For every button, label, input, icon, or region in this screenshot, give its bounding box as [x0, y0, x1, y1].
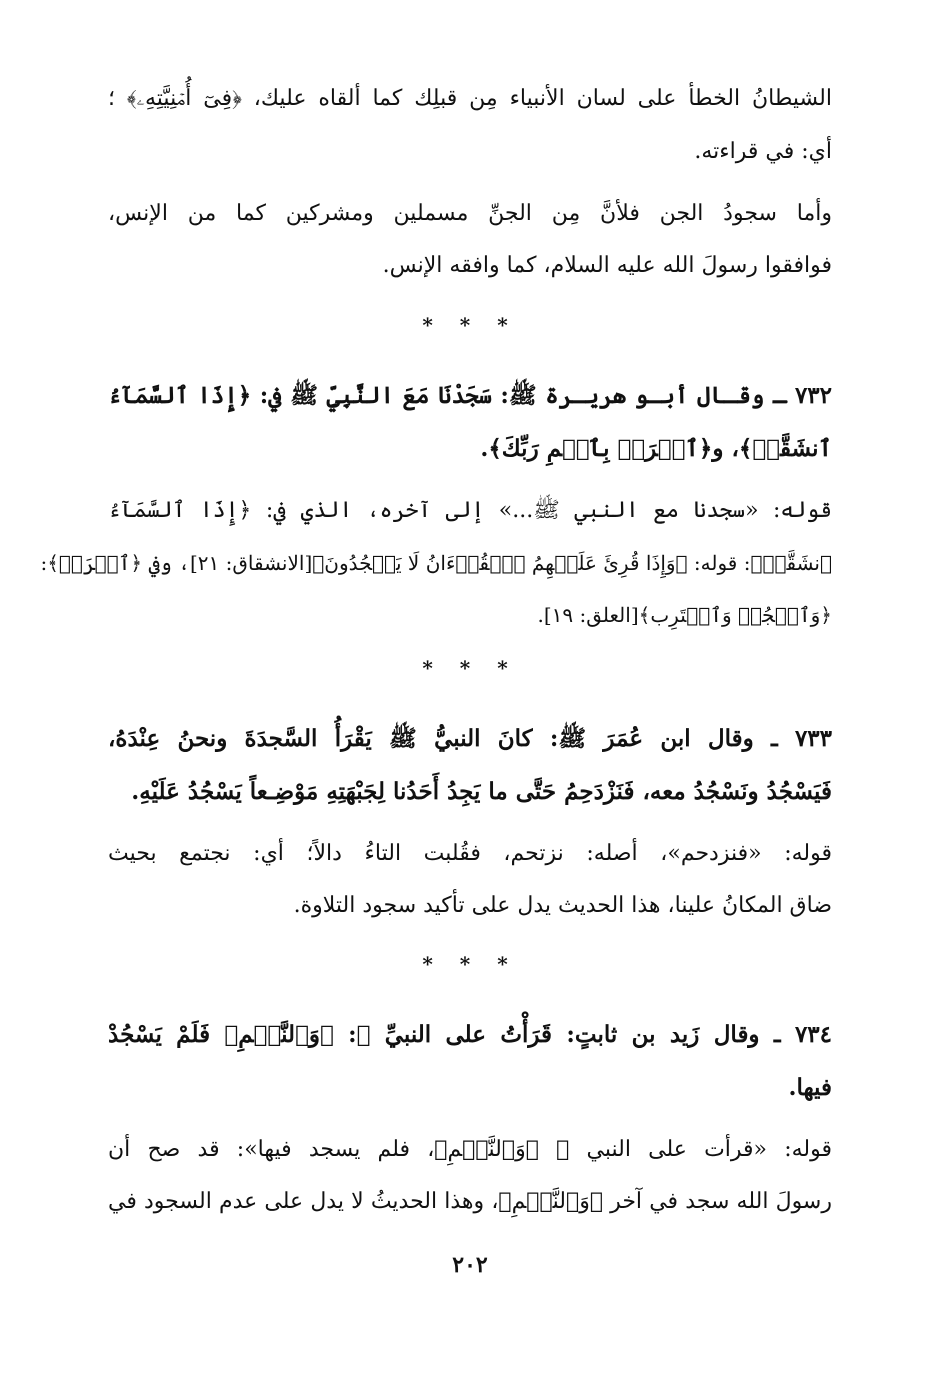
hadith-732-line: ٧٣٢ ـ وقـال أبـو هريـرة ﷺ: سَجَدْنَا مَعَ النَّبِيِّ ﷺ في: ﴿إِذَا ٱلسَّمَآءُ — [108, 382, 832, 409]
commentary-line: ﴿وَٱسۡجُدۡ وَٱقۡتَرِب﴾[العلق: ١٩]. — [537, 603, 832, 627]
commentary-line: قوله: «قرأت على النبي ﷺ ﴿وَٱلنَّجۡمِ﴾، فلم يسجد فيها»: قد صح أن — [108, 1137, 832, 1162]
section-separator: * * * — [422, 656, 518, 680]
hadith-733-line: فَيَسْجُدُ ونَسْجُدُ معه، فَنَزْدَحِمُ حَتَّى ما يَجِدُ أَحَدُنا لِجَبْهَتِهِ مَوْضِـعاً يَسْجُدُ عَلَيْهِ. — [131, 778, 832, 805]
page-number: ٢٠٢ — [452, 1252, 488, 1278]
text-line: أي: في قراءته. — [694, 139, 832, 164]
commentary-line: ضاق المكانُ علينا، هذا الحديث يدل على تأكيد سجود التلاوة. — [293, 893, 832, 918]
commentary-line: قوله: «سجدنا مع النبي ﷺ...» إلى آخره، الذي في: ﴿إِذَا ٱلسَّمَآءُ — [108, 498, 832, 523]
hadith-733-line: ٧٣٣ ـ وقال ابن عُمَرَ ﷺ: كانَ النبيُّ ﷺ يَقْرَأُ السَّجدَةَ ونحنُ عِنْدَهُ، — [108, 725, 832, 752]
text-line: فوافقوا رسولَ الله عليه السلام، كما وافقه الإنس. — [382, 253, 832, 278]
text-line: وأما سجودُ الجن فلأنَّ مِن الجنِّ مسملين ومشركين كما من الإنس، — [108, 201, 832, 226]
commentary-line: رسولَ الله سجد في آخر ﴿وَٱلنَّجۡمِ﴾، وهذا الحديثُ لا يدل على عدم السجود في — [108, 1189, 832, 1214]
commentary-line: قوله: «فنزدحم»، أصله: نزتحم، فقُلبت التاءُ دالاً؛ أي: نجتمع بحيث — [108, 841, 832, 866]
document-page — [40, 0, 832, 1377]
section-separator: * * * — [422, 952, 518, 976]
hadith-734-line: ٧٣٤ ـ وقال زَيد بن ثابتٍ: قَرَأْتُ على النبيِّ ﷺ: ﴿وَٱلنَّجۡمِ﴾ فَلَمْ يَسْجُدْ — [108, 1021, 832, 1048]
hadith-734-line: فيها. — [788, 1074, 832, 1101]
section-separator: * * * — [422, 313, 518, 337]
commentary-line: ٱنشَقَّتۡ﴾: قوله: ﴿وَإِذَا قُرِئَ عَلَيۡهِمُ ٱلۡقُرۡءَانُ لَا يَسۡجُدُونَ﴾[الانشقاق: ٢١]، وفي ﴿ٱقۡرَأۡ﴾: — [40, 551, 832, 575]
text-line: الشيطانُ الخطأ على لسان الأنبياء مِن قبلِك كما ألقاه عليك، ﴿فِىٓ أُمۡنِيَّتِهِۦ﴾ ؛ — [108, 86, 832, 111]
hadith-732-line: ٱنشَقَّتۡ﴾، و﴿ٱقۡرَأۡ بِٱسۡمِ رَبِّكَ﴾. — [480, 435, 832, 462]
